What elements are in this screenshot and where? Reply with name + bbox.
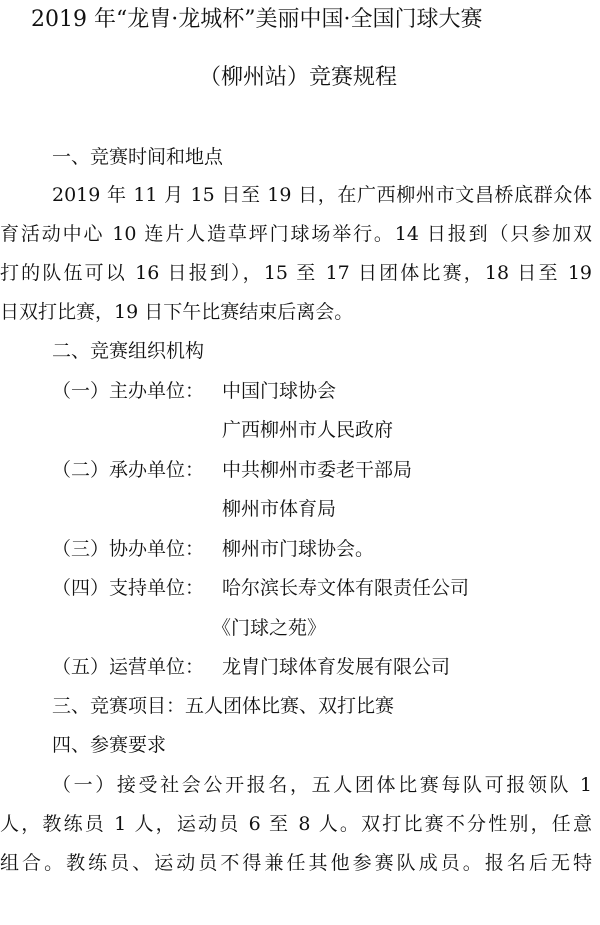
- section-1-heading: 一、竞赛时间和地点: [52, 146, 224, 168]
- organizer-value-2: 柳州市体育局: [222, 498, 337, 520]
- section-4-heading: 四、参赛要求: [52, 734, 167, 756]
- operator-value-1: 龙胄门球体育发展有限公司: [222, 656, 451, 678]
- operator-label: （五）运营单位：: [52, 656, 205, 678]
- co-organizer-value-1: 柳州市门球协会。: [222, 538, 375, 560]
- section-1-paragraph-line-4: 日双打比赛，19 日下午比赛结束后离会。: [0, 301, 354, 323]
- organizer-label: （二）承办单位：: [52, 459, 205, 481]
- section-2-heading: 二、竞赛组织机构: [52, 340, 205, 362]
- host-label: （一）主办单位：: [52, 380, 205, 402]
- host-value-2: 广西柳州市人民政府: [222, 419, 394, 441]
- supporter-value-2: 《门球之苑》: [212, 617, 327, 639]
- supporter-label: （四）支持单位：: [52, 577, 205, 599]
- section-1-paragraph-line-2: 育活动中心 10 连片人造草坪门球场举行。14 日报到（只参加双: [0, 223, 592, 245]
- document-title-line-2: （柳州站）竞赛规程: [199, 65, 398, 90]
- co-organizer-label: （三）协办单位：: [52, 538, 205, 560]
- host-value-1: 中国门球协会: [222, 380, 337, 402]
- section-3-heading: 三、竞赛项目：五人团体比赛、双打比赛: [52, 695, 395, 717]
- section-4-paragraph-line-1: （一）接受社会公开报名，五人团体比赛每队可报领队 1: [52, 774, 592, 796]
- organizer-value-1: 中共柳州市委老干部局: [222, 459, 413, 481]
- section-4-paragraph-line-3: 组合。教练员、运动员不得兼任其他参赛队成员。报名后无特: [0, 852, 592, 874]
- supporter-value-1: 哈尔滨长寿文体有限责任公司: [222, 577, 470, 599]
- section-4-paragraph-line-2: 人，教练员 1 人，运动员 6 至 8 人。双打比赛不分性别，任意: [0, 813, 592, 835]
- section-1-paragraph-line-1: 2019 年 11 月 15 日至 19 日，在广西柳州市文昌桥底群众体: [52, 184, 592, 206]
- document-title-line-1: 2019 年“龙胄·龙城杯”美丽中国·全国门球大赛: [31, 7, 483, 32]
- section-1-paragraph-line-3: 打的队伍可以 16 日报到），15 至 17 日团体比赛，18 日至 19: [0, 262, 592, 284]
